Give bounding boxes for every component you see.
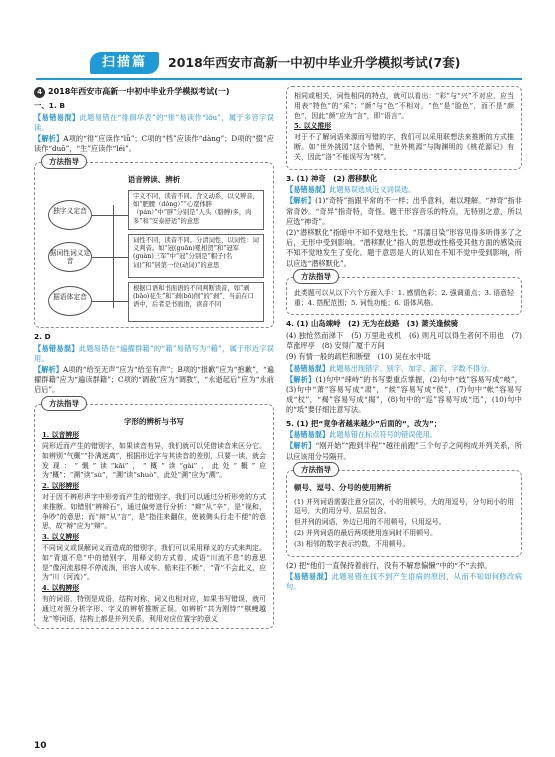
method-text: (3) 相邻的数字表示约数，不用顿号。 <box>294 539 410 548</box>
method-label: 方法指导 <box>41 396 87 411</box>
method-label: 方法指导 <box>293 462 339 477</box>
q3-analysis-2: (2)“潜移默化”指暗中不知不觉地生长。“耳濡目染”形容见得多听得多了之后，无形中受到影响。“潜移默化”指人的思想或性格受其他方面的感染而不知不觉地发生了变化。题干意思是人的认知在不知不觉中受到影响，所以应选“潜移默化”。 <box>286 227 522 268</box>
method-text: (2) 并列词语的最后两项使用连词时不用顿号。 <box>294 528 437 537</box>
method-text: 不同词义或误解词义而造成的错别字，我们可以采用释义的方式来判定。如“背道不息”中的错别字，用释义的方式看，成语“川流不息”的意思是“像河流那样不停流淌，形容人或车、船来往不断”，“背”不会此义，应为“川（河流）”。 <box>42 544 266 582</box>
method-text: 此类题可以从以下六个方面入手：1. 感情色彩；2. 强调重点；3. 语意轻重；4. 搭配范围；5. 词性功能；6. 语体风格。 <box>294 288 514 307</box>
header-banner <box>36 52 522 74</box>
banner-title: 2018年西安市高新一中初中毕业升学模拟考试(7套) <box>168 55 461 70</box>
left-column <box>34 86 274 633</box>
part-label: 一、1. B <box>34 101 65 110</box>
q5b-error-note: 【易错易混】此题易错在找不到产生语病的原因，从而不知如何修改病句。 <box>286 572 522 592</box>
method-box-punctuation <box>286 464 522 557</box>
section-heading <box>34 86 274 98</box>
method-label: 方法指导 <box>41 154 87 169</box>
diagram-desc-pos: 词性不同，读音不同。分清词性，以词性：词义判音。如“冠(guān)冕相贺”和“冠军(guàn)三军”中“冠”分别是“帽子(名词)”和“居第一位(动词)”的意思 <box>128 234 264 278</box>
diagram-desc-register: 根据口语和书面语的不同判断读音，如“剥(bāo)花生”和“剥(bō)削”的“剥”、当前在口语中，后者是书面语，读音不同 <box>128 282 264 322</box>
q5-head: 5. (1) 把“竟争者越来越少”后面的“，改为”； <box>286 418 442 428</box>
method-text: (1) 并列词语需要注意分层次，小的用顿号，大的用逗号，分句间小的用逗号，大的用分号，层层包含。 <box>294 497 514 516</box>
banner-tag: 扫描篇 <box>90 52 159 74</box>
page-number: 10 <box>34 741 47 751</box>
right-column <box>286 86 522 593</box>
q1-error-note: 【易错易混】此题易错在“徘徊华表”的“徘”易读作“lǒu”，属于多音字误读。 <box>34 112 274 132</box>
q2-analysis: 【解析】A项的“给至无声”应为“给至有声”；B项的“报歉”应为“抱歉”，“遍擢群籍”应为“遍读群籍”；C项的“调赦”应为“调教”，“永逝起后”应为“永前启后”。 <box>34 364 274 395</box>
method-box-glyph <box>34 398 274 630</box>
method-box-title: 语音辨读、辨析 <box>127 175 181 185</box>
method-text: 同形近而产生的错别字，如果读音有异，我们就可以凭借读音来区分它。如辨别“气概”“扑满迷离”，根据形近字与其读音的差别，只要一读，就会发现：“慨”读“kǎi”，“概”读“gài”，此处“概”应为“概”；“溯”读“sù”，“溯”读“shuò”，此处“溯”应为“溯”。 <box>42 442 266 480</box>
method-box-title: 顿号、逗号、分号的使用辨析 <box>294 482 392 492</box>
q4-analysis: 【解析】(1)句中“竦峙”的书写要重点掌握，(2)句中“歧”容易写成“岐”，(3)句中“萧”容易写成“肃”，“候”容易写成“侯”，(7)句中“帐”容易写成“杖”，“褐”容易写成“揭”，(8)句中的“巡”容易写成“迅”，(10)句中的“坻”要仔细注意写法。 <box>286 374 522 415</box>
method-subhead: 1. 以音辨形 <box>42 431 80 440</box>
method-text: 对于因不辨形声字中形旁而产生的错别字，我们可以通过分析形旁的方式来推断。如错别“辨辩石”，通过偏旁进行分析：“辫”从“辛”，是“视和，争吵”的意思；而“辩”从“言”，是“指往来翻住，使被侧头行走不便”的意思，故“辩”应为“辩”。 <box>42 493 266 531</box>
q2-head: 2. D <box>34 332 51 342</box>
diagram-node-pos: 据词性词义定音 <box>48 242 92 272</box>
method-box-word-choice <box>286 271 522 316</box>
q3-head: 3. (1) 神奇 (2) 潜移默化 <box>286 173 378 183</box>
q4-head: 4. (1) 山岛竦峙 (2) 无为在歧路 (3) 萧关逢候骑 <box>286 319 459 329</box>
q4-line: (9) 有情一般的疏栏和断壁 (10) 吴在水中坻 <box>286 352 431 362</box>
section-title: 2018年西安市高新一中初中毕业升学模拟考试(一) <box>48 87 230 96</box>
method-subhead: 4. 以构辨形 <box>42 584 80 593</box>
method-text: 但并列的词语，外边已用的不用顿号，只用逗号。 <box>294 518 446 527</box>
q4-error-note: 【易错易混】此题易出现错字、别字、加字、漏字、字数不得分。 <box>286 363 495 373</box>
method-subhead: 2. 以形辨形 <box>42 482 80 491</box>
method-label: 方法指导 <box>293 269 339 284</box>
q1-analysis: 【解析】A项的“徘”应读作“lǚ”；C项的“档”应读作“dàng”；D项的“掇”应读作“duō”，“生”应读作“léi”。 <box>34 133 274 154</box>
method-box-glyph-cont <box>286 86 522 170</box>
q5-error-note: 【易错易混】此题易错在标点符号的错误使用。 <box>286 430 437 440</box>
diagram-node-register: 据语体定音 <box>48 286 92 316</box>
q4-line: (4) 独怆然而涕下 (5) 万里赴戎机 (6) 则凡可以得生者何不用也 (7) 草涨坪亭 (8) 安得广厦千万间 <box>286 330 522 351</box>
method-box-title: 字形的辨析与书写 <box>124 416 184 426</box>
diagram-node-meaning: 独字义定音 <box>48 200 92 230</box>
section-number-icon: 4 <box>34 87 45 98</box>
q3-analysis: 【解析】(1)“奇特”指跟平常的不一样；出乎意料，难以理解。“神奇”指非常奇妙。“奇异”指奇特，奇怪。题干形容音乐的特点，无特别之意，所以应选“神奇”。 <box>286 196 522 226</box>
q5b-head: (2) 把“他们一直保持着前行，没有不解怠偏懒”中的“不”去掉。 <box>286 560 492 570</box>
method-box-pronunciation <box>34 157 274 328</box>
q5-analysis: 【解析】“刚开始”“跑到半程”“越往前跑”三个句子之间构成并列关系，所以应该用分号隔开。 <box>286 441 522 461</box>
method-text: 有的词语，特别是成语，结构对称，词义也相对应，如果书写错误，就可通过对照分析字形、字义的辨析推断正误。如辨析“共为刚恃”“棋鲤越龙”等词语，结构上都是并列关系，利用对应位置字的意义 <box>42 595 266 623</box>
q2-error-note: 【易错易混】此题易错在“遍擢群籍”的“籍”易错写为“藉”，属于形近字误用。 <box>34 343 274 363</box>
q3-error-note: 【易错易混】此题易误选成近义词误选。 <box>286 185 416 195</box>
method-subhead: 3. 以义辨形 <box>42 533 80 542</box>
method-subhead: 5. 以义推形 <box>294 122 332 131</box>
pronunciation-diagram <box>42 190 266 322</box>
header-rule <box>36 78 522 80</box>
diagram-desc-meaning: 字义不同，读音不同。含义动系，以义辨音，如“肥腰（dǒng）”“心宽体胖（pán）”中“胖”分别是“人头（胳膊)多，肉多”和“安泰舒适”的意思 <box>128 190 264 230</box>
method-text: 对于不了解词语来源而写错的字，我们可以采用联想法来推断的方式推断。如“世外挑园”这个错例，“世外桃源”与陶渊明的《桃花源记》有关，因此“洛”不能误写为“桃”。 <box>294 133 514 161</box>
method-text: 相同或相关，词性相同的特点，就可以看出：“彩”与“兴”不对应，应当用表“特色”的“采”；“颜”与“色”不相对，“色”是“脸色”，而不是“颜色”，因此“颜”应为“言”，即“语言”。 <box>294 92 514 120</box>
